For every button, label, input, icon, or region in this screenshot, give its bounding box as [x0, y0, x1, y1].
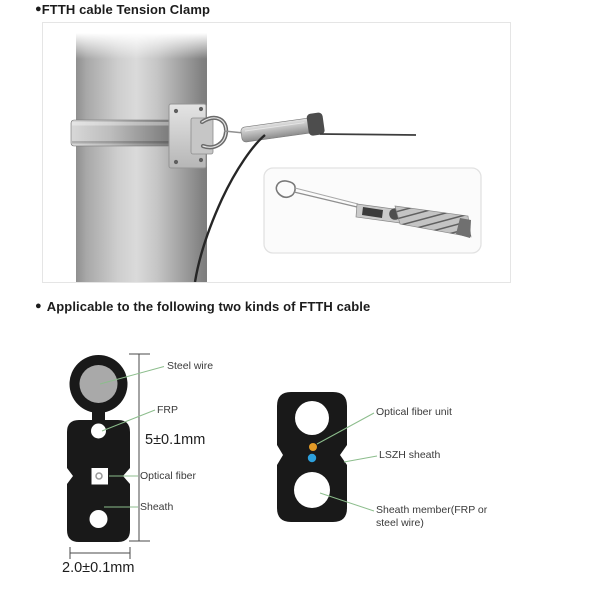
section-title-applicable-cables [35, 299, 370, 314]
figure8-cable-cross-section [67, 354, 164, 559]
span-wire [320, 134, 416, 135]
label-sheath: Sheath [140, 501, 174, 513]
mounting-bracket [169, 104, 213, 168]
lower-frp-hole [90, 510, 108, 528]
cable-web [92, 408, 105, 422]
bullet-icon: ● [35, 300, 42, 312]
lszh-dot [308, 454, 316, 462]
screw-icon [199, 158, 203, 162]
label-frp: FRP [157, 404, 178, 416]
optical-fiber-dot [96, 473, 102, 479]
label-sheath-member-line1: Sheath member(FRP or [376, 504, 488, 516]
tension-clamp-illustration [43, 23, 510, 282]
label-sheath-member-line2: steel wire) [376, 517, 424, 529]
screw-icon [174, 160, 178, 164]
steel-wire-fill [80, 365, 118, 403]
optical-fiber-unit-dot [309, 443, 317, 451]
upper-strength-member-hole [295, 401, 329, 435]
label-steel-wire: Steel wire [167, 360, 214, 372]
tension-clamp-illustration-box [42, 22, 511, 283]
butterfly-cable-cross-section [277, 392, 377, 522]
section-title-tension-clamp [35, 2, 210, 17]
screw-icon [199, 107, 203, 111]
dimension-height-value: 5±0.1mm [145, 432, 206, 448]
lower-strength-member-hole [294, 472, 330, 508]
section-title-text: FTTH cable Tension Clamp [41, 2, 211, 17]
dimension-width-value: 2.0±0.1mm [62, 560, 135, 576]
label-sheath-member [376, 504, 487, 530]
bullet-icon: ● [35, 3, 42, 15]
clamp-detail-inset [264, 168, 481, 253]
section-title-text: Applicable to the following two kinds of FTTH cable [46, 299, 371, 314]
screw-icon [174, 109, 178, 113]
frp-hole [91, 424, 106, 439]
leader-line-lszh-sheath [344, 456, 377, 462]
tension-clamp-device [224, 112, 325, 145]
label-lszh-sheath: LSZH sheath [379, 449, 441, 461]
label-optical-fiber: Optical fiber [140, 470, 197, 482]
dimension-line-width [70, 547, 130, 559]
label-optical-fiber-unit: Optical fiber unit [376, 406, 452, 418]
